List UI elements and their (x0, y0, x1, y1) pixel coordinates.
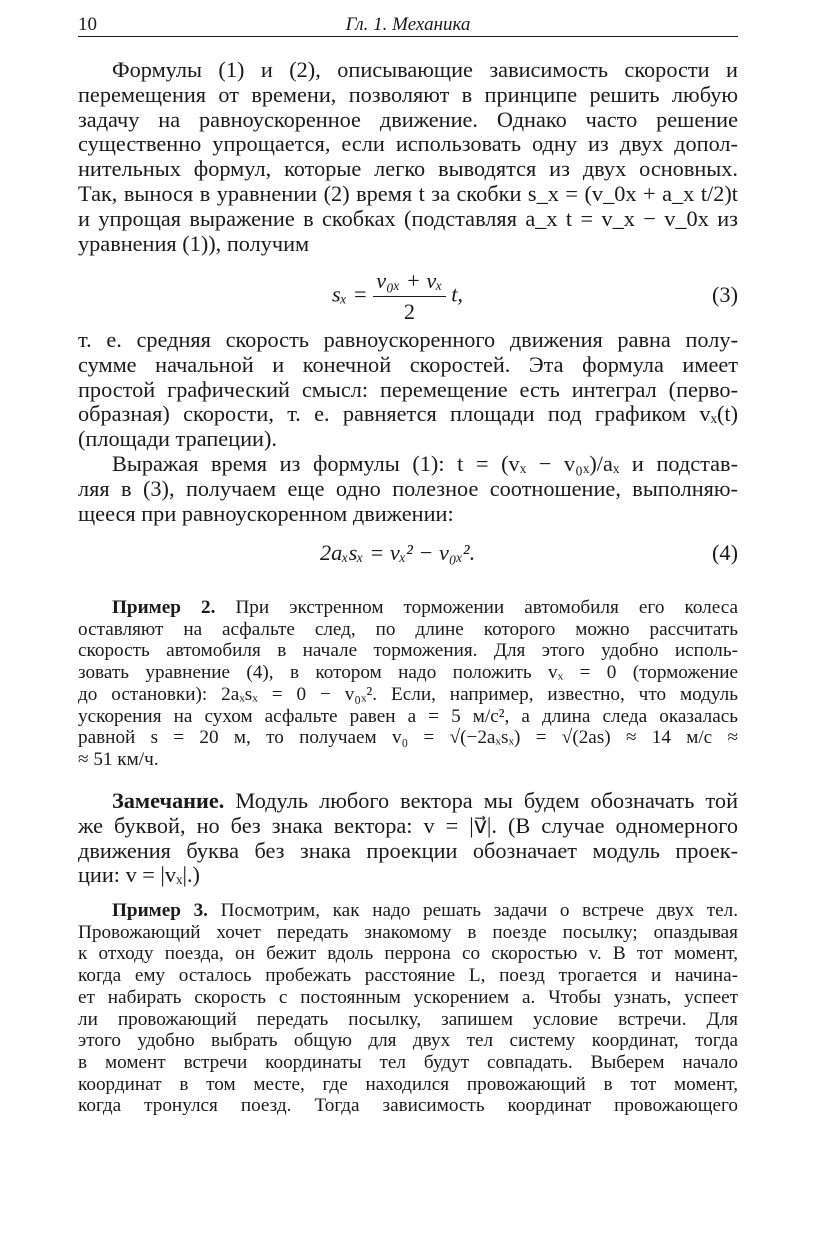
remark-label: Замечание. (112, 788, 225, 813)
example-2 (78, 597, 738, 771)
text-line: скорость автомобиля в начале торможения. Для этого удобно исполь- (78, 640, 738, 662)
text-line: щееся при равноускоренном движении: (78, 500, 454, 526)
text-line: к отходу поезда, он бежит вдоль перрона со скоростью v. В тот момент, (78, 943, 738, 965)
equation-3 (78, 268, 738, 324)
equation-3-fraction (373, 268, 445, 325)
text-line (78, 597, 738, 619)
example-2-label: Пример 2. (112, 597, 216, 618)
page-header (78, 8, 738, 37)
example-2-text: При экстренном торможении автомобиля его колеса (235, 597, 739, 618)
text-line: до остановки): 2aₓsₓ = 0 − v₀ₓ². Если, например, известно, что модуль (78, 683, 738, 705)
text-line: нительных формул, которые легко выводятся из двух основных. (78, 156, 738, 182)
text-line: Так, вынося в уравнении (2) время t за скобки s_x = (v_0x + a_x t/2)t (78, 180, 738, 206)
equation-4-body: 2aₓsₓ = vₓ² − v₀ₓ². (320, 540, 476, 565)
equation-3-tail: t, (451, 281, 463, 307)
text-line: ли провожающий передать посылку, запишем условие встречи. Для (78, 1008, 738, 1030)
text-line: перемещения от времени, позволяют в принципе решить любую (78, 81, 738, 107)
text-line: т. е. средняя скорость равноускоренного движения равна полу- (78, 327, 738, 352)
text-line (78, 789, 738, 814)
remark-text: Модуль любого вектора мы будем обозначать той (235, 788, 738, 813)
text-line: ≈ 51 км/ч. (78, 748, 159, 770)
equation-4 (78, 540, 738, 570)
text-line: же буквой, но без знака вектора: v = |v⃗|. (В случае одномерного (78, 812, 738, 838)
text-line: ускорения на сухом асфальте равен a = 5 м/с², а длина следа оказалась (78, 705, 738, 727)
equation-3-denominator: 2 (403, 299, 415, 324)
paragraph-mean-velocity (78, 328, 738, 452)
text-line: Выражая время из формулы (1): t = (vₓ − v₀ₓ)/aₓ и подстав- (112, 451, 738, 476)
text-line: в момент встречи координаты тел будут совпадать. Выберем начало (78, 1051, 738, 1073)
example-3-text: Посмотрим, как надо решать задачи о встрече двух тел. (220, 900, 738, 921)
equation-3-lhs: sₓ = (332, 281, 368, 307)
text-line: когда ему осталось пробежать расстояние L, поезд трогается и начина- (78, 965, 738, 987)
text-line: этого удобно выбрать общую для двух тел систему координат, тогда (78, 1030, 738, 1052)
text-line: ции: v = |vₓ|.) (78, 862, 200, 888)
text-line: сумме начальной и конечной скоростей. Эта формула имеет (78, 351, 738, 377)
text-line: движения буква без знака проекции обозначает модуль проек- (78, 837, 738, 863)
text-line: Формулы (1) и (2), описывающие зависимость скорости и (112, 57, 738, 82)
text-line: и упрощая выражение в скобках (подставляя a_x t = v_x − v_0x из (78, 205, 738, 231)
page-number: 10 (78, 14, 97, 35)
equation-3-numerator: v₀ₓ + vₓ (373, 268, 445, 297)
running-title: Гл. 1. Механика (345, 14, 471, 35)
text-line: ет набирать скорость с постоянным ускорением a. Чтобы узнать, успеет (78, 986, 738, 1008)
text-line: существенно упрощается, если использовать одну из двух допол- (78, 131, 738, 157)
text-line: зовать уравнение (4), в котором надо положить vₓ = 0 (торможение (78, 662, 738, 684)
text-line: оставляют на асфальте след, по длине которого можно рассчитать (78, 618, 738, 640)
equation-4-number: (4) (712, 540, 738, 565)
text-line: когда тронулся поезд. Тогда зависимость координат провожающего (78, 1095, 738, 1117)
text-line: задачу на равноускоренное движение. Однако часто решение (78, 106, 738, 132)
text-line (78, 900, 738, 922)
text-line: ляя в (3), получаем еще одно полезное соотношение, выполняю- (78, 475, 738, 501)
text-line: уравнения (1)), получим (78, 230, 310, 256)
text-line: координат в том месте, где находился провожающий в тот момент, (78, 1073, 738, 1095)
text-line: (площади трапеции). (78, 426, 277, 452)
example-3-label: Пример 3. (112, 900, 208, 921)
equation-3-number: (3) (712, 282, 738, 307)
paragraph-time-substitution (78, 452, 738, 526)
text-line: образная) скорости, т. е. равняется площади под графиком vₓ(t) (78, 401, 738, 427)
paragraph-intro (78, 58, 738, 256)
remark (78, 789, 738, 888)
text-line: Провожающий хочет передать знакомому в поезде посылку; опаздывая (78, 921, 738, 943)
text-line: простой графический смысл: перемещение есть интеграл (перво- (78, 376, 738, 402)
text-line: равной s = 20 м, то получаем v₀ = √(−2aₓsₓ) = √(2as) ≈ 14 м/с ≈ (78, 727, 738, 749)
example-3 (78, 900, 738, 1117)
